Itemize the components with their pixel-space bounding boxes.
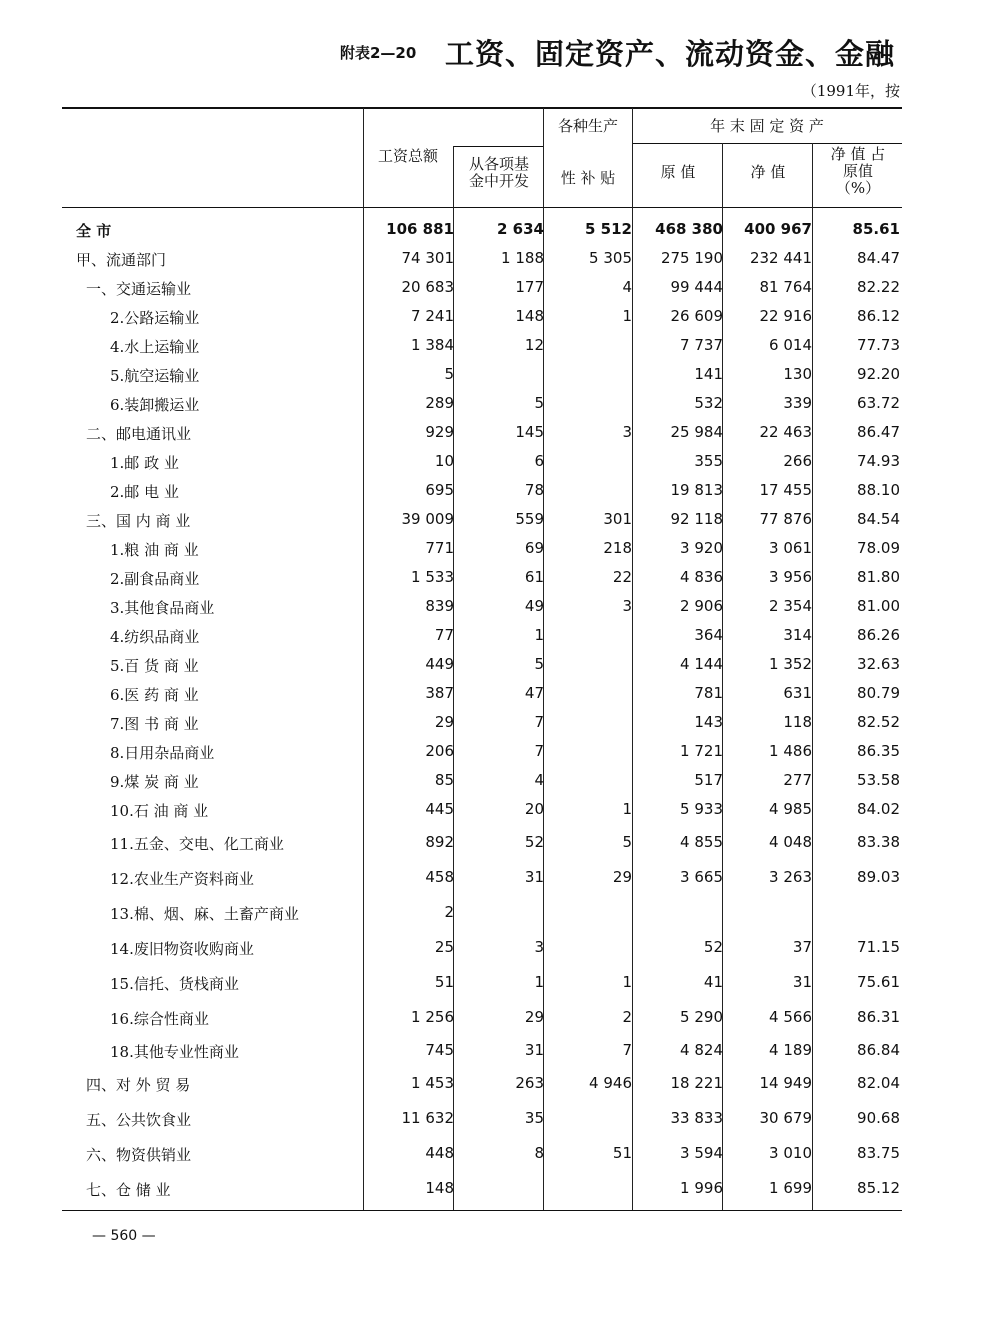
table-row <box>62 417 902 446</box>
table-row <box>62 475 902 504</box>
row-label: 甲、流通部门 <box>76 251 167 269</box>
cell-wages-total: 892 <box>425 833 454 851</box>
cell-net-value: 2 354 <box>769 597 812 615</box>
cell-net-ratio: 78.09 <box>857 539 900 557</box>
cell-net-ratio: 92.20 <box>857 365 900 383</box>
cell-from-funds: 5 <box>534 394 544 412</box>
cell-net-value: 232 441 <box>749 249 812 267</box>
cell-from-funds: 1 <box>534 973 544 991</box>
table-row <box>62 827 902 856</box>
cell-net-value: 4 985 <box>769 800 812 818</box>
cell-from-funds: 2 634 <box>497 220 544 238</box>
cell-wages-total: 1 384 <box>411 336 454 354</box>
col-header-wages-total: 工资总额 <box>377 147 438 165</box>
cell-from-funds: 78 <box>524 481 544 499</box>
cell-wages-total: 448 <box>425 1144 454 1162</box>
cell-net-value: 314 <box>783 626 812 644</box>
cell-from-funds: 31 <box>524 1041 544 1059</box>
cell-net-ratio: 75.61 <box>857 973 900 991</box>
bottom-rule <box>62 1210 902 1211</box>
table-number: 附表2—20 <box>340 44 417 62</box>
page-title: 工资、固定资产、流动资金、金融 <box>445 37 896 71</box>
cell-original-value: 99 444 <box>670 278 723 296</box>
table-row <box>62 862 902 891</box>
cell-wages-total: 74 301 <box>401 249 454 267</box>
row-label: 三、国 内 商 业 <box>86 512 191 530</box>
row-label: 6.装卸搬运业 <box>110 396 200 414</box>
title-block <box>340 30 900 70</box>
row-label: 1.邮 政 业 <box>110 454 179 472</box>
cell-net-ratio: 63.72 <box>857 394 900 412</box>
cell-wages-total: 51 <box>434 973 454 991</box>
wages-sub-rule <box>453 146 543 147</box>
cell-net-ratio: 86.31 <box>857 1008 900 1026</box>
row-label: 4.水上运输业 <box>110 338 200 356</box>
cell-net-value: 3 263 <box>769 868 812 886</box>
table-row <box>62 504 902 533</box>
cell-net-value: 6 014 <box>769 336 812 354</box>
cell-net-value: 77 876 <box>759 510 812 528</box>
cell-original-value: 4 836 <box>680 568 723 586</box>
cell-net-ratio: 81.00 <box>857 597 900 615</box>
row-label: 3.其他食品商业 <box>110 599 215 617</box>
cell-wages-total: 11 632 <box>401 1109 454 1127</box>
table-row <box>62 1173 902 1202</box>
cell-net-value: 1 352 <box>769 655 812 673</box>
cell-original-value: 1 721 <box>680 742 723 760</box>
cell-wages-total: 5 <box>444 365 454 383</box>
cell-original-value: 4 824 <box>680 1041 723 1059</box>
cell-wages-total: 148 <box>425 1179 454 1197</box>
cell-net-ratio: 82.22 <box>857 278 900 296</box>
cell-from-funds: 559 <box>515 510 544 528</box>
cell-net-value: 17 455 <box>759 481 812 499</box>
cell-original-value: 141 <box>694 365 723 383</box>
cell-wages-total: 1 533 <box>411 568 454 586</box>
cell-original-value: 41 <box>703 973 723 991</box>
table-row <box>62 1002 902 1031</box>
cell-wages-total: 387 <box>425 684 454 702</box>
cell-original-value: 3 665 <box>680 868 723 886</box>
cell-net-ratio: 82.04 <box>857 1074 900 1092</box>
cell-original-value: 4 144 <box>680 655 723 673</box>
table-row <box>62 562 902 591</box>
cell-net-value: 22 463 <box>759 423 812 441</box>
fixed-assets-group-rule <box>632 143 902 144</box>
cell-net-value: 118 <box>783 713 812 731</box>
cell-original-value: 5 290 <box>680 1008 723 1026</box>
cell-net-ratio: 83.38 <box>857 833 900 851</box>
cell-net-value: 30 679 <box>759 1109 812 1127</box>
table-row <box>62 533 902 562</box>
cell-subsidy: 51 <box>612 1144 632 1162</box>
cell-wages-total: 10 <box>434 452 454 470</box>
col-header-net-ratio: 净 值 占原值 （%） <box>830 145 886 197</box>
cell-wages-total: 29 <box>434 713 454 731</box>
cell-original-value: 1 996 <box>680 1179 723 1197</box>
table-row <box>62 765 902 794</box>
row-label: 18.其他专业性商业 <box>110 1043 239 1061</box>
cell-subsidy: 3 <box>622 423 632 441</box>
cell-net-value: 4 048 <box>769 833 812 851</box>
cell-net-value: 4 189 <box>769 1041 812 1059</box>
cell-original-value: 275 190 <box>660 249 723 267</box>
cell-original-value: 364 <box>694 626 723 644</box>
cell-original-value: 3 920 <box>680 539 723 557</box>
table-row <box>62 1138 902 1167</box>
cell-from-funds: 263 <box>515 1074 544 1092</box>
table-row <box>62 967 902 996</box>
table-row <box>62 330 902 359</box>
cell-original-value: 517 <box>694 771 723 789</box>
table-row <box>62 620 902 649</box>
cell-from-funds: 52 <box>524 833 544 851</box>
cell-from-funds: 8 <box>534 1144 544 1162</box>
cell-wages-total: 25 <box>434 938 454 956</box>
cell-net-ratio: 85.61 <box>852 220 900 238</box>
cell-from-funds: 1 188 <box>501 249 544 267</box>
cell-wages-total: 1 256 <box>411 1008 454 1026</box>
cell-wages-total: 458 <box>425 868 454 886</box>
cell-net-value: 339 <box>783 394 812 412</box>
cell-from-funds: 145 <box>515 423 544 441</box>
cell-subsidy: 29 <box>612 868 632 886</box>
cell-original-value: 4 855 <box>680 833 723 851</box>
cell-original-value: 781 <box>694 684 723 702</box>
cell-subsidy: 7 <box>622 1041 632 1059</box>
cell-from-funds: 20 <box>524 800 544 818</box>
top-rule <box>62 107 902 109</box>
cell-net-ratio: 77.73 <box>857 336 900 354</box>
row-label: 15.信托、货栈商业 <box>110 975 239 993</box>
cell-subsidy: 1 <box>622 307 632 325</box>
table-row <box>62 932 902 961</box>
cell-wages-total: 289 <box>425 394 454 412</box>
cell-net-value: 400 967 <box>744 220 812 238</box>
cell-original-value: 25 984 <box>670 423 723 441</box>
cell-wages-total: 839 <box>425 597 454 615</box>
row-label: 16.综合性商业 <box>110 1010 209 1028</box>
unit-note: （1991年，按 <box>801 82 900 100</box>
table-row <box>62 446 902 475</box>
cell-wages-total: 929 <box>425 423 454 441</box>
cell-subsidy: 5 <box>622 833 632 851</box>
row-label: 11.五金、交电、化工商业 <box>110 835 284 853</box>
row-label: 七、仓 储 业 <box>86 1181 171 1199</box>
cell-net-ratio: 86.84 <box>857 1041 900 1059</box>
cell-net-value: 1 699 <box>769 1179 812 1197</box>
col-header-from-funds: 从各项基金中开发 <box>468 155 529 190</box>
cell-original-value: 2 906 <box>680 597 723 615</box>
table-row <box>62 243 902 272</box>
cell-net-ratio: 90.68 <box>857 1109 900 1127</box>
cell-net-value: 22 916 <box>759 307 812 325</box>
cell-net-value: 266 <box>783 452 812 470</box>
col-header-fixed-assets: 年 末 固 定 资 产 <box>710 117 824 135</box>
cell-subsidy: 2 <box>622 1008 632 1026</box>
cell-net-ratio: 85.12 <box>857 1179 900 1197</box>
row-label: 六、物资供销业 <box>86 1146 192 1164</box>
cell-net-value: 631 <box>783 684 812 702</box>
table-row <box>62 736 902 765</box>
row-label: 二、邮电通讯业 <box>86 425 192 443</box>
cell-from-funds: 12 <box>524 336 544 354</box>
cell-wages-total: 20 683 <box>401 278 454 296</box>
cell-original-value: 355 <box>694 452 723 470</box>
cell-net-ratio: 81.80 <box>857 568 900 586</box>
cell-original-value: 532 <box>694 394 723 412</box>
row-label: 12.农业生产资料商业 <box>110 870 254 888</box>
cell-wages-total: 2 <box>444 903 454 921</box>
table-row <box>62 1035 902 1064</box>
cell-net-ratio: 82.52 <box>857 713 900 731</box>
table-row <box>62 707 902 736</box>
cell-original-value: 52 <box>703 938 723 956</box>
cell-net-value: 1 486 <box>769 742 812 760</box>
cell-original-value: 143 <box>694 713 723 731</box>
cell-from-funds: 35 <box>524 1109 544 1127</box>
cell-wages-total: 695 <box>425 481 454 499</box>
cell-from-funds: 47 <box>524 684 544 702</box>
cell-subsidy: 1 <box>622 800 632 818</box>
cell-original-value: 5 933 <box>680 800 723 818</box>
cell-net-ratio: 86.26 <box>857 626 900 644</box>
table-row <box>62 1068 902 1097</box>
cell-from-funds: 69 <box>524 539 544 557</box>
row-label: 10.石 油 商 业 <box>110 802 209 820</box>
cell-subsidy: 301 <box>603 510 632 528</box>
table-row <box>62 1103 902 1132</box>
cell-original-value: 92 118 <box>670 510 723 528</box>
cell-original-value: 19 813 <box>670 481 723 499</box>
cell-net-ratio: 88.10 <box>857 481 900 499</box>
cell-from-funds: 1 <box>534 626 544 644</box>
table-row <box>62 678 902 707</box>
row-label: 14.废旧物资收购商业 <box>110 940 254 958</box>
cell-wages-total: 1 453 <box>411 1074 454 1092</box>
cell-net-ratio: 86.47 <box>857 423 900 441</box>
row-label: 一、交通运输业 <box>86 280 192 298</box>
cell-from-funds: 61 <box>524 568 544 586</box>
cell-wages-total: 77 <box>434 626 454 644</box>
cell-net-ratio: 84.02 <box>857 800 900 818</box>
cell-subsidy: 4 946 <box>589 1074 632 1092</box>
cell-net-ratio: 86.35 <box>857 742 900 760</box>
row-label: 5.百 货 商 业 <box>110 657 199 675</box>
cell-net-value: 4 566 <box>769 1008 812 1026</box>
cell-net-value: 3 061 <box>769 539 812 557</box>
col-header-subsidy-bottom: 性 补 贴 <box>560 169 616 187</box>
table-row <box>62 388 902 417</box>
table-row <box>62 897 902 926</box>
page-number: — 560 — <box>92 1228 156 1244</box>
table-row <box>62 272 902 301</box>
cell-net-ratio: 89.03 <box>857 868 900 886</box>
cell-wages-total: 7 241 <box>411 307 454 325</box>
row-label: 13.棉、烟、麻、土畜产商业 <box>110 905 299 923</box>
cell-from-funds: 7 <box>534 742 544 760</box>
cell-wages-total: 745 <box>425 1041 454 1059</box>
cell-net-ratio: 32.63 <box>857 655 900 673</box>
cell-from-funds: 5 <box>534 655 544 673</box>
cell-wages-total: 445 <box>425 800 454 818</box>
cell-from-funds: 3 <box>534 938 544 956</box>
cell-original-value: 3 594 <box>680 1144 723 1162</box>
cell-net-value: 3 010 <box>769 1144 812 1162</box>
cell-wages-total: 85 <box>434 771 454 789</box>
row-label: 4.纺织品商业 <box>110 628 200 646</box>
cell-net-value: 37 <box>792 938 812 956</box>
col-header-original-value: 原 值 <box>660 163 696 181</box>
cell-from-funds: 148 <box>515 307 544 325</box>
cell-net-ratio: 53.58 <box>857 771 900 789</box>
cell-net-value: 31 <box>792 973 812 991</box>
cell-wages-total: 106 881 <box>386 220 454 238</box>
cell-net-ratio: 83.75 <box>857 1144 900 1162</box>
cell-from-funds: 31 <box>524 868 544 886</box>
row-label: 7.图 书 商 业 <box>110 715 199 733</box>
cell-from-funds: 29 <box>524 1008 544 1026</box>
row-label: 8.日用杂品商业 <box>110 744 215 762</box>
cell-net-ratio: 84.54 <box>857 510 900 528</box>
row-label: 2.公路运输业 <box>110 309 200 327</box>
row-label: 2.副食品商业 <box>110 570 200 588</box>
header-bottom-rule <box>62 207 902 208</box>
row-label: 全 市 <box>76 222 112 240</box>
cell-subsidy: 22 <box>612 568 632 586</box>
row-label: 五、公共饮食业 <box>86 1111 192 1129</box>
table-row <box>62 649 902 678</box>
table-row <box>62 359 902 388</box>
row-label: 5.航空运输业 <box>110 367 200 385</box>
cell-net-value: 14 949 <box>759 1074 812 1092</box>
cell-net-value: 3 956 <box>769 568 812 586</box>
cell-original-value: 7 737 <box>680 336 723 354</box>
cell-original-value: 18 221 <box>670 1074 723 1092</box>
cell-net-ratio: 80.79 <box>857 684 900 702</box>
cell-net-ratio: 74.93 <box>857 452 900 470</box>
cell-original-value: 26 609 <box>670 307 723 325</box>
table-row <box>62 301 902 330</box>
cell-from-funds: 7 <box>534 713 544 731</box>
row-label: 9.煤 炭 商 业 <box>110 773 199 791</box>
cell-net-ratio: 86.12 <box>857 307 900 325</box>
cell-original-value: 468 380 <box>655 220 723 238</box>
row-label: 2.邮 电 业 <box>110 483 179 501</box>
row-label: 6.医 药 商 业 <box>110 686 199 704</box>
table-row <box>62 591 902 620</box>
cell-net-ratio: 84.47 <box>857 249 900 267</box>
cell-net-value: 130 <box>783 365 812 383</box>
cell-net-value: 81 764 <box>759 278 812 296</box>
cell-from-funds: 49 <box>524 597 544 615</box>
cell-from-funds: 177 <box>515 278 544 296</box>
cell-from-funds: 6 <box>534 452 544 470</box>
cell-subsidy: 3 <box>622 597 632 615</box>
cell-from-funds: 4 <box>534 771 544 789</box>
cell-wages-total: 771 <box>425 539 454 557</box>
table-row <box>62 794 902 823</box>
cell-wages-total: 449 <box>425 655 454 673</box>
cell-subsidy: 5 305 <box>589 249 632 267</box>
cell-wages-total: 39 009 <box>401 510 454 528</box>
row-label: 1.粮 油 商 业 <box>110 541 199 559</box>
col-header-net-value: 净 值 <box>750 163 786 181</box>
cell-net-value: 277 <box>783 771 812 789</box>
cell-net-ratio: 71.15 <box>857 938 900 956</box>
cell-subsidy: 1 <box>622 973 632 991</box>
cell-wages-total: 206 <box>425 742 454 760</box>
row-label: 四、对 外 贸 易 <box>86 1076 191 1094</box>
cell-subsidy: 218 <box>603 539 632 557</box>
cell-subsidy: 4 <box>622 278 632 296</box>
col-header-subsidy-top: 各种生产 <box>557 117 618 135</box>
table-row <box>62 214 902 243</box>
cell-subsidy: 5 512 <box>585 220 632 238</box>
cell-original-value: 33 833 <box>670 1109 723 1127</box>
